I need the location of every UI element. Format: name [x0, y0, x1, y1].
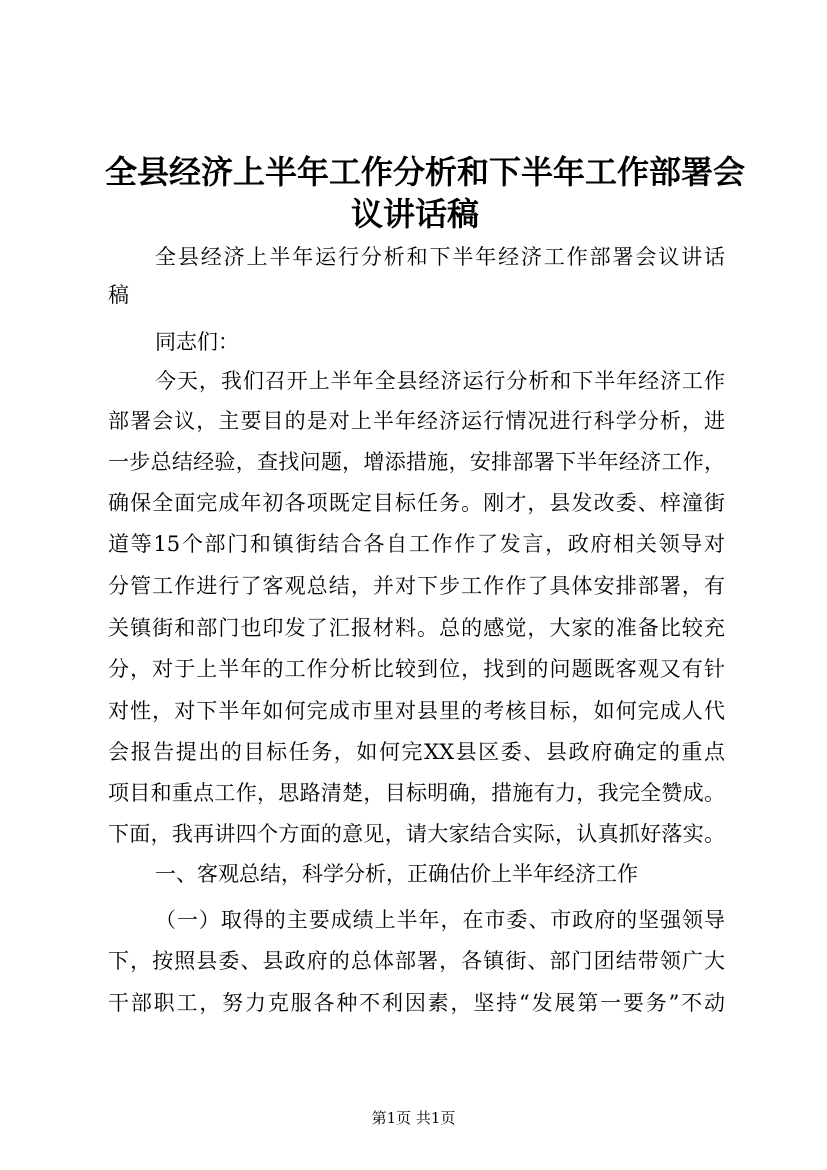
paragraph-line: 今天，我们召开上半年全县经济运行分析和下半年经济工作: [155, 369, 725, 393]
subtitle-line-2: 稿: [108, 283, 129, 307]
paragraph-line: 项目和重点工作，思路清楚，目标明确，措施有力，我完全赞成。: [108, 781, 725, 805]
paragraph-line: 下，按照县委、县政府的总体部署，各镇街、部门团结带领广大: [108, 949, 725, 973]
paragraph-line: 下面，我再讲四个方面的意见，请大家结合实际，认真抓好落实。: [108, 822, 725, 846]
paragraph-line: 分管工作进行了客观总结，并对下步工作作了具体安排部署，有: [108, 574, 725, 598]
section-heading: 一、客观总结，科学分析，正确估价上半年经济工作: [155, 862, 638, 886]
paragraph-line: 对性，对下半年如何完成市里对县里的考核目标，如何完成人代: [108, 699, 725, 723]
salutation: 同志们：: [155, 330, 239, 354]
paragraph-line: 干部职工，努力克服各种不利因素，坚持“发展第一要务”不动: [108, 991, 725, 1015]
paragraph-line: 分，对于上半年的工作分析比较到位，找到的问题既客观又有针: [108, 657, 725, 681]
page-footer: 第1页 共1页: [371, 1109, 456, 1127]
paragraph-line: 关镇街和部门也印发了汇报材料。总的感觉，大家的准备比较充: [108, 616, 725, 640]
subtitle-line-1: 全县经济上半年运行分析和下半年经济工作部署会议讲话: [155, 245, 725, 269]
paragraph-line: 会报告提出的目标任务，如何完XX县区委、县政府确定的重点: [108, 740, 725, 764]
paragraph-line: （一）取得的主要成绩上半年，在市委、市政府的坚强领导: [155, 908, 725, 932]
paragraph-line: 一步总结经验，查找问题，增添措施，安排部署下半年经济工作，: [108, 450, 725, 474]
paragraph-line: 部署会议，主要目的是对上半年经济运行情况进行科学分析，进: [108, 409, 725, 433]
document-title-line-1: 全县经济上半年工作分析和下半年工作部署会: [105, 153, 746, 191]
document-title-line-2: 议讲话稿: [350, 195, 479, 233]
paragraph-line: 确保全面完成年初各项既定目标任务。刚才，县发改委、梓潼街: [108, 491, 725, 515]
paragraph-line: 道等15个部门和镇街结合各自工作作了发言，政府相关领导对: [108, 532, 725, 556]
